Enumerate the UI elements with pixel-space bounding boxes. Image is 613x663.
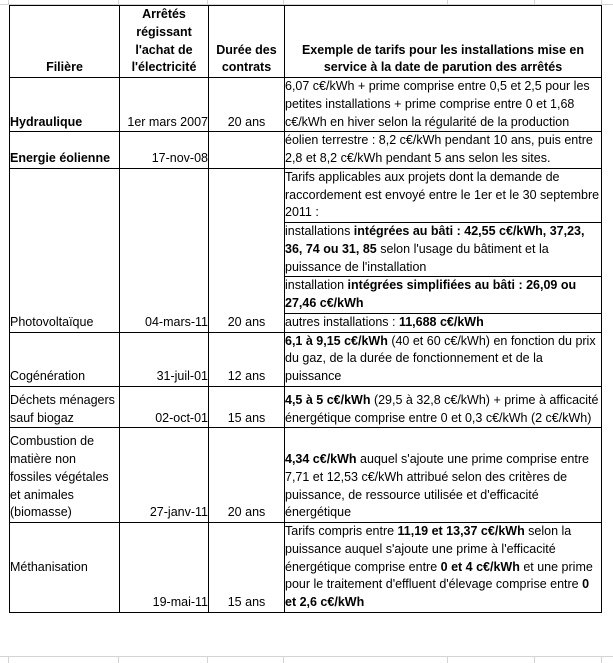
cell-filiere: Combustion de matière non fossiles végétales et animales (biomasse)	[10, 428, 120, 523]
cell-arrete-date: 27-janv-11	[120, 428, 209, 523]
cell-arrete-date: 04-mars-11	[120, 168, 209, 332]
emphasis-text: 4,5 à 5 c€/kWh	[285, 392, 371, 407]
cell-exemple-tarifs	[285, 332, 602, 386]
cell-duree: 15 ans	[209, 523, 285, 613]
cell-exemple-tarifs-detail	[285, 277, 602, 314]
cell-filiere: Cogénération	[10, 332, 120, 386]
body-text: (29,5 à 32,8 c€/kWh) + prime à afficacité énergétique comprise entre 0 et 0,3 c€/kWh (2 c€/kWh)	[285, 392, 599, 425]
body-text: auquel s'ajoute une prime comprise entre 7,71 et 12,53 c€/kWh attribué selon des critères de puissance, de ressource utilisée et d'efficacité énergétique	[285, 452, 589, 520]
cell-duree: 20 ans	[209, 428, 285, 523]
emphasis-text: 6,1 à 9,15 c€/kWh	[285, 333, 388, 348]
tariff-table	[9, 5, 602, 613]
emphasis-text: intégrées simplifiées au bâti : 26,09 ou 27,46 c€/kWh	[285, 278, 577, 310]
cell-exemple-tarifs	[285, 386, 602, 428]
column-header-filiere: Filière	[10, 6, 120, 78]
cell-exemple-tarifs: éolien terrestre : 8,2 c€/kWh pendant 10 ans, puis entre 2,8 et 8,2 c€/kWh pendant 5 ans selon les sites.	[285, 132, 602, 169]
cell-arrete-date: 1er mars 2007	[120, 78, 209, 132]
cell-arrete-date: 02-oct-01	[120, 386, 209, 428]
cell-duree: 20 ans	[209, 168, 285, 332]
table-row	[10, 332, 602, 386]
table-row	[10, 168, 602, 222]
body-text: et une prime pour le traitement d'effluent d'élevage comprise entre	[285, 559, 593, 592]
table-row	[10, 132, 602, 169]
cell-filiere: Energie éolienne	[10, 132, 120, 169]
table-row	[10, 428, 602, 523]
body-text: Tarifs compris entre	[285, 524, 398, 538]
emphasis-text: 11,19 et 13,37 c€/kWh	[397, 524, 525, 538]
column-header-exemple-tarifs: Exemple de tarifs pour les installations mise en service à la date de parution des arrêtés	[285, 6, 602, 78]
cell-filiere: Déchets ménagers sauf biogaz	[10, 386, 120, 428]
cell-exemple-tarifs: 6,07 c€/kWh + prime comprise entre 0,5 et 2,5 pour les petites installations + prime comprise entre 0 et 1,68 c€/kWh en hiver selon la régularité de la production	[285, 78, 602, 132]
table-body	[10, 78, 602, 613]
column-header-duree: Durée des contrats	[209, 6, 285, 78]
cell-filiere: Hydraulique	[10, 78, 120, 132]
cell-exemple-tarifs-detail	[285, 223, 602, 277]
cell-duree: 15 ans	[209, 386, 285, 428]
cell-arrete-date: 17-nov-08	[120, 132, 209, 169]
table-row	[10, 78, 602, 132]
cell-filiere: Photovoltaïque	[10, 168, 120, 332]
column-header-arretes: Arrêtés régissant l'achat de l'électricité	[120, 6, 209, 78]
cell-arrete-date: 19-mai-11	[120, 523, 209, 613]
emphasis-text: 0 et 4 c€/kWh	[440, 559, 520, 574]
cell-duree: 20 ans	[209, 78, 285, 132]
tariff-table-container	[9, 5, 601, 613]
header-row	[10, 6, 602, 78]
body-text: installation	[285, 278, 348, 293]
cell-duree	[209, 132, 285, 169]
table-row	[10, 523, 602, 613]
body-text: installations	[285, 224, 354, 238]
cell-exemple-tarifs-detail	[285, 313, 602, 332]
body-text: autres installations :	[285, 314, 399, 329]
cell-exemple-tarifs	[285, 428, 602, 523]
table-row	[10, 386, 602, 428]
emphasis-text: 0 et 2,6 c€/kWh	[285, 577, 590, 609]
emphasis-text: 4,34 c€/kWh	[285, 452, 357, 466]
cell-duree: 12 ans	[209, 332, 285, 386]
body-text: selon la puissance auquel s'ajoute une prime à l'efficacité énergétique comprise entre	[285, 524, 572, 574]
emphasis-text: intégrées au bâti : 42,55 c€/kWh, 37,23, 36, 74 ou 31, 85	[285, 224, 585, 256]
table-header	[10, 6, 602, 78]
cell-exemple-tarifs	[285, 523, 602, 613]
cell-arrete-date: 31-juil-01	[120, 332, 209, 386]
cell-filiere: Méthanisation	[10, 523, 120, 613]
emphasis-text: 11,688 c€/kWh	[398, 314, 484, 329]
cell-exemple-tarifs: Tarifs applicables aux projets dont la demande de raccordement est envoyé entre le 1er et le 30 septembre 2011 :	[285, 168, 602, 222]
body-text: (40 et 60 c€/kWh) en fonction du prix du gaz, de la durée de fonctionnement et de la puissance	[285, 333, 596, 383]
body-text: selon l'usage du bâtiment et la puissance de l'installation	[285, 241, 549, 274]
